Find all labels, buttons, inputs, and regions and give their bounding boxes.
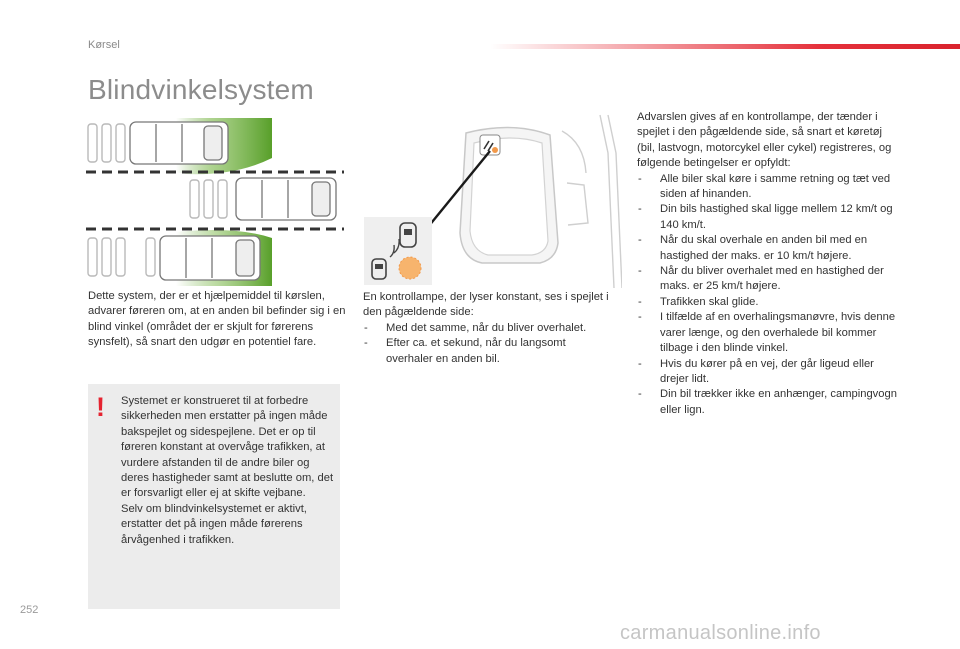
- warning-paragraph-1: Systemet er konstrueret til at forbedre sikkerheden men erstatter på ingen måde bakspejlet og sidespejlene. Det er op til føreren konstant at overvåge trafikken, at vurdere afstanden til de andre biler og deres hastigheder samt at beslutte om, det er forsvarligt eller ej at skifte vejbane.: [121, 395, 334, 500]
- car-top: [130, 122, 228, 164]
- list-item: - Alle biler skal køre i samme retning og tæt ved siden af hinanden.: [637, 172, 899, 203]
- list-item: - Når du skal overhale en anden bil med en hastighed der maks. er 10 km/t højere.: [637, 233, 899, 264]
- list-item: - I tilfælde af en overhalingsmanøvre, hvis denne varer længe, og den overhalede bil kommer tilbage i den blinde vinkel.: [637, 310, 899, 356]
- conditions-list: [637, 172, 899, 419]
- lamp-description: [363, 290, 613, 367]
- lamp-list: [363, 321, 613, 367]
- watermark: carmanualsonline.info: [620, 622, 821, 644]
- warning-paragraph-2: Selv om blindvinkelsystemet er aktivt, erstatter det på ingen måde førerens årvågenhed i trafikken.: [121, 502, 307, 546]
- header-accent-bar: [490, 44, 960, 49]
- warning-text: [121, 394, 335, 548]
- car-bottom: [160, 236, 260, 280]
- list-item: - Efter ca. et sekund, når du langsomt overhaler en anden bil.: [363, 336, 613, 367]
- list-item: - Med det samme, når du bliver overhalet.: [363, 321, 613, 336]
- intro-paragraph: Dette system, der er et hjælpemiddel til kørslen, advarer føreren om, at en anden bil befinder sig i en blind vinkel (området der er skjult for førerens synsfelt), så snart den udgør en potentiel fare.: [88, 290, 346, 349]
- mirror-illustration: [362, 113, 622, 288]
- list-item: - Din bil trækker ikke en anhænger, campingvogn eller lign.: [637, 387, 899, 418]
- page-number: 252: [20, 604, 39, 616]
- section-header: Kørsel: [88, 39, 120, 51]
- lamp-intro: En kontrollampe, der lyser konstant, ses i spejlet i den pågældende side:: [363, 291, 609, 319]
- conditions-column: [637, 110, 899, 418]
- list-item: - Hvis du kører på en vej, der går ligeud eller drejer lidt.: [637, 357, 899, 388]
- conditions-intro: Advarslen gives af en kontrollampe, der tænder i spejlet i den pågældende side, så snart et køretøj (bil, lastvogn, motorcykel eller cykel) registreres, og følgende betingelser er opfyldt:: [637, 111, 892, 170]
- list-item: - Trafikken skal glide.: [637, 295, 899, 310]
- list-item: - Din bils hastighed skal ligge mellem 12 km/t og 140 km/t.: [637, 202, 899, 233]
- warning-icon: !: [96, 392, 105, 422]
- page-title: Blindvinkelsystem: [88, 74, 314, 105]
- car-middle: [236, 178, 336, 220]
- indicator-zoom-box: [364, 217, 432, 285]
- road-illustration: [86, 114, 348, 290]
- list-item: - Når du bliver overhalet med en hastighed der maks. er 25 km/t højere.: [637, 264, 899, 295]
